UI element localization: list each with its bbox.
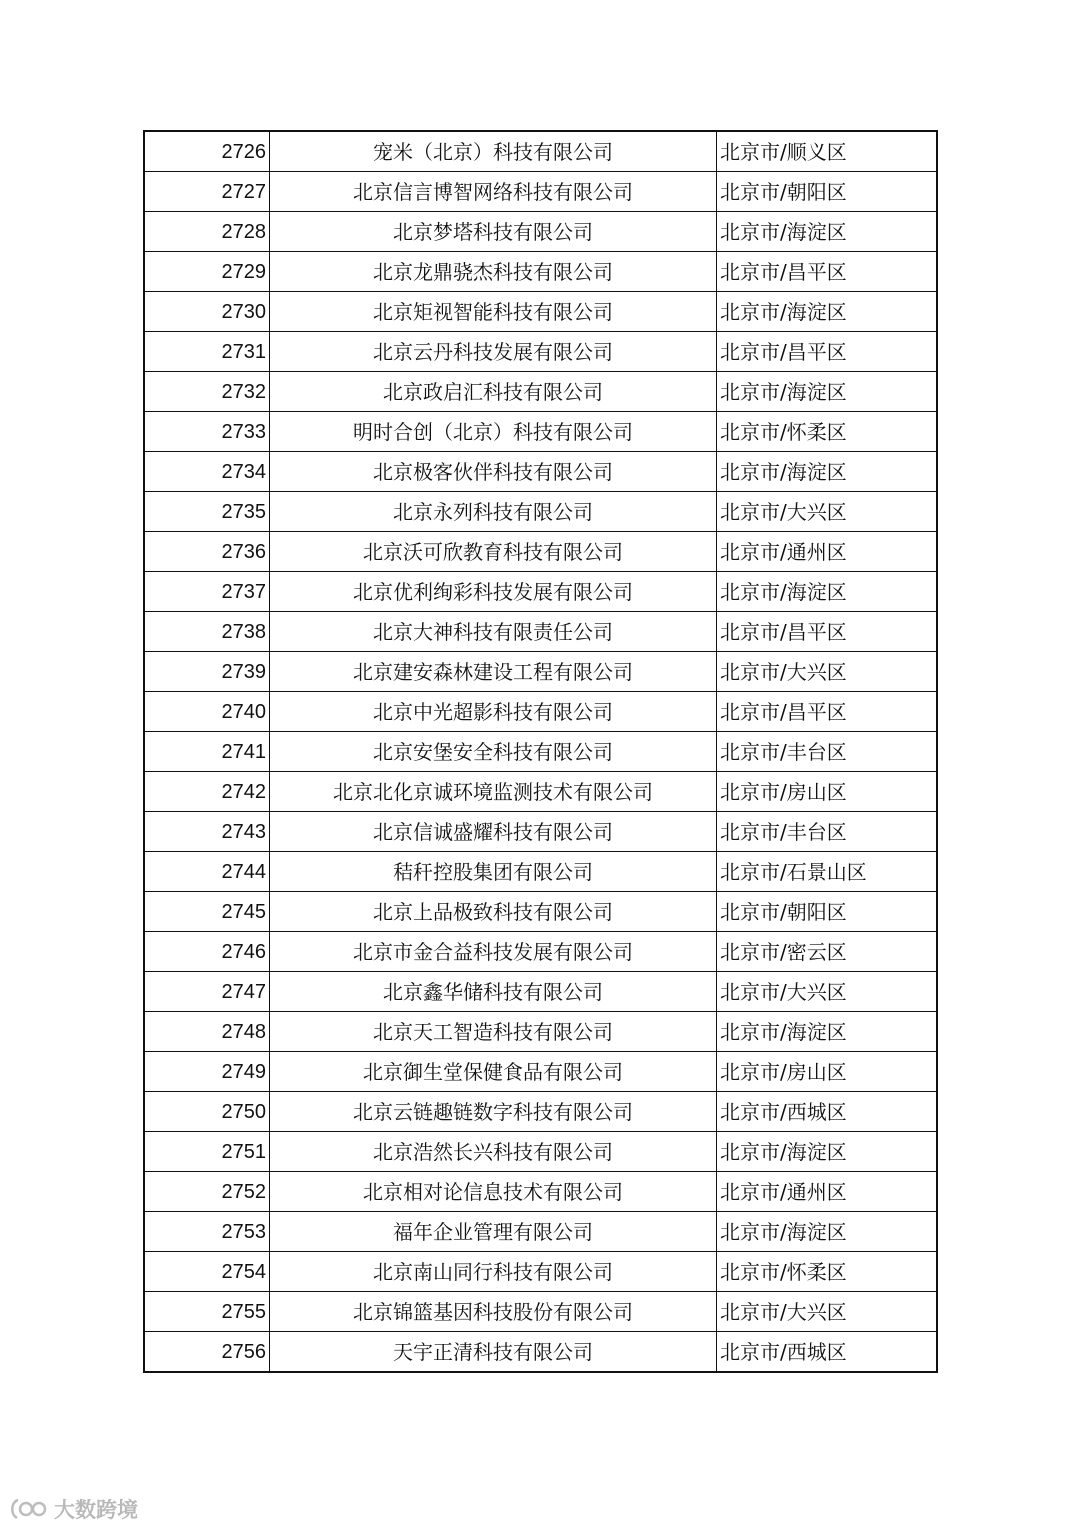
table-row (144, 852, 937, 892)
company-name-cell: 北京梦塔科技有限公司 (270, 212, 717, 252)
table-row (144, 1252, 937, 1292)
company-name-cell: 北京信诚盛耀科技有限公司 (270, 812, 717, 852)
table-row (144, 652, 937, 692)
table-row (144, 1292, 937, 1332)
row-number-cell: 2749 (144, 1052, 270, 1092)
company-name-cell: 北京御生堂保健食品有限公司 (270, 1052, 717, 1092)
company-name-cell: 北京沃可欣教育科技有限公司 (270, 532, 717, 572)
region-cell: 北京市/大兴区 (717, 1292, 938, 1332)
company-name-cell: 北京极客伙伴科技有限公司 (270, 452, 717, 492)
table-row (144, 612, 937, 652)
company-name-cell: 北京大神科技有限责任公司 (270, 612, 717, 652)
region-cell: 北京市/房山区 (717, 1052, 938, 1092)
company-name-cell: 北京北化京诚环境监测技术有限公司 (270, 772, 717, 812)
row-number-cell: 2742 (144, 772, 270, 812)
company-name-cell: 北京龙鼎骁杰科技有限公司 (270, 252, 717, 292)
row-number-cell: 2754 (144, 1252, 270, 1292)
company-name-cell: 北京优利绚彩科技发展有限公司 (270, 572, 717, 612)
region-cell: 北京市/大兴区 (717, 652, 938, 692)
table-row (144, 492, 937, 532)
company-name-cell: 北京云链趣链数字科技有限公司 (270, 1092, 717, 1132)
company-name-cell: 北京鑫华储科技有限公司 (270, 972, 717, 1012)
table-row (144, 1092, 937, 1132)
region-cell: 北京市/昌平区 (717, 692, 938, 732)
company-name-cell: 北京天工智造科技有限公司 (270, 1012, 717, 1052)
company-name-cell: 北京南山同行科技有限公司 (270, 1252, 717, 1292)
region-cell: 北京市/房山区 (717, 772, 938, 812)
row-number-cell: 2729 (144, 252, 270, 292)
row-number-cell: 2743 (144, 812, 270, 852)
table-row (144, 292, 937, 332)
row-number-cell: 2734 (144, 452, 270, 492)
region-cell: 北京市/海淀区 (717, 1212, 938, 1252)
company-name-cell: 北京相对论信息技术有限公司 (270, 1172, 717, 1212)
table-row (144, 172, 937, 212)
region-cell: 北京市/密云区 (717, 932, 938, 972)
region-cell: 北京市/大兴区 (717, 972, 938, 1012)
company-name-cell: 北京安堡安全科技有限公司 (270, 732, 717, 772)
region-cell: 北京市/海淀区 (717, 452, 938, 492)
region-cell: 北京市/顺义区 (717, 131, 938, 172)
table-row (144, 1132, 937, 1172)
region-cell: 北京市/怀柔区 (717, 1252, 938, 1292)
watermark (8, 1494, 138, 1524)
row-number-cell: 2747 (144, 972, 270, 1012)
row-number-cell: 2733 (144, 412, 270, 452)
row-number-cell: 2752 (144, 1172, 270, 1212)
region-cell: 北京市/西城区 (717, 1332, 938, 1373)
row-number-cell: 2735 (144, 492, 270, 532)
table-row (144, 732, 937, 772)
region-cell: 北京市/大兴区 (717, 492, 938, 532)
table-row (144, 332, 937, 372)
row-number-cell: 2755 (144, 1292, 270, 1332)
row-number-cell: 2732 (144, 372, 270, 412)
row-number-cell: 2726 (144, 131, 270, 172)
row-number-cell: 2756 (144, 1332, 270, 1373)
table-row (144, 1332, 937, 1373)
region-cell: 北京市/昌平区 (717, 252, 938, 292)
company-name-cell: 北京矩视智能科技有限公司 (270, 292, 717, 332)
region-cell: 北京市/朝阳区 (717, 892, 938, 932)
row-number-cell: 2744 (144, 852, 270, 892)
company-name-cell: 北京信言博智网络科技有限公司 (270, 172, 717, 212)
row-number-cell: 2748 (144, 1012, 270, 1052)
table-row (144, 1172, 937, 1212)
region-cell: 北京市/通州区 (717, 1172, 938, 1212)
row-number-cell: 2730 (144, 292, 270, 332)
region-cell: 北京市/石景山区 (717, 852, 938, 892)
company-name-cell: 宠米（北京）科技有限公司 (270, 131, 717, 172)
region-cell: 北京市/海淀区 (717, 212, 938, 252)
table-row (144, 372, 937, 412)
watermark-text: 大数跨境 (54, 1498, 138, 1522)
company-name-cell: 福年企业管理有限公司 (270, 1212, 717, 1252)
row-number-cell: 2739 (144, 652, 270, 692)
table-row (144, 1052, 937, 1092)
table-row (144, 1212, 937, 1252)
row-number-cell: 2737 (144, 572, 270, 612)
region-cell: 北京市/海淀区 (717, 292, 938, 332)
row-number-cell: 2731 (144, 332, 270, 372)
region-cell: 北京市/海淀区 (717, 572, 938, 612)
region-cell: 北京市/丰台区 (717, 732, 938, 772)
company-name-cell: 明时合创（北京）科技有限公司 (270, 412, 717, 452)
company-name-cell: 北京中光超影科技有限公司 (270, 692, 717, 732)
row-number-cell: 2740 (144, 692, 270, 732)
company-name-cell: 北京锦篮基因科技股份有限公司 (270, 1292, 717, 1332)
company-name-cell: 北京云丹科技发展有限公司 (270, 332, 717, 372)
table-row (144, 452, 937, 492)
row-number-cell: 2745 (144, 892, 270, 932)
company-name-cell: 北京建安森林建设工程有限公司 (270, 652, 717, 692)
table-row (144, 572, 937, 612)
company-name-cell: 北京上品极致科技有限公司 (270, 892, 717, 932)
company-name-cell: 北京市金合益科技发展有限公司 (270, 932, 717, 972)
table-row (144, 212, 937, 252)
company-name-cell: 天宇正清科技有限公司 (270, 1332, 717, 1373)
company-name-cell: 北京永列科技有限公司 (270, 492, 717, 532)
table-row (144, 131, 937, 172)
region-cell: 北京市/海淀区 (717, 1012, 938, 1052)
table-row (144, 892, 937, 932)
region-cell: 北京市/朝阳区 (717, 172, 938, 212)
table-row (144, 252, 937, 292)
company-list-table (143, 130, 938, 1373)
region-cell: 北京市/丰台区 (717, 812, 938, 852)
row-number-cell: 2728 (144, 212, 270, 252)
region-cell: 北京市/昌平区 (717, 332, 938, 372)
row-number-cell: 2741 (144, 732, 270, 772)
region-cell: 北京市/海淀区 (717, 372, 938, 412)
table-row (144, 412, 937, 452)
table-row (144, 972, 937, 1012)
row-number-cell: 2738 (144, 612, 270, 652)
row-number-cell: 2750 (144, 1092, 270, 1132)
company-name-cell: 北京政启汇科技有限公司 (270, 372, 717, 412)
table-body (144, 131, 937, 1372)
row-number-cell: 2727 (144, 172, 270, 212)
row-number-cell: 2746 (144, 932, 270, 972)
table-row (144, 812, 937, 852)
region-cell: 北京市/海淀区 (717, 1132, 938, 1172)
table-row (144, 772, 937, 812)
brand-logo-icon (8, 1496, 50, 1522)
table-row (144, 932, 937, 972)
company-name-cell: 秸秆控股集团有限公司 (270, 852, 717, 892)
table-row (144, 1012, 937, 1052)
table-row (144, 692, 937, 732)
row-number-cell: 2736 (144, 532, 270, 572)
region-cell: 北京市/通州区 (717, 532, 938, 572)
region-cell: 北京市/西城区 (717, 1092, 938, 1132)
row-number-cell: 2753 (144, 1212, 270, 1252)
row-number-cell: 2751 (144, 1132, 270, 1172)
company-name-cell: 北京浩然长兴科技有限公司 (270, 1132, 717, 1172)
table-row (144, 532, 937, 572)
region-cell: 北京市/怀柔区 (717, 412, 938, 452)
region-cell: 北京市/昌平区 (717, 612, 938, 652)
